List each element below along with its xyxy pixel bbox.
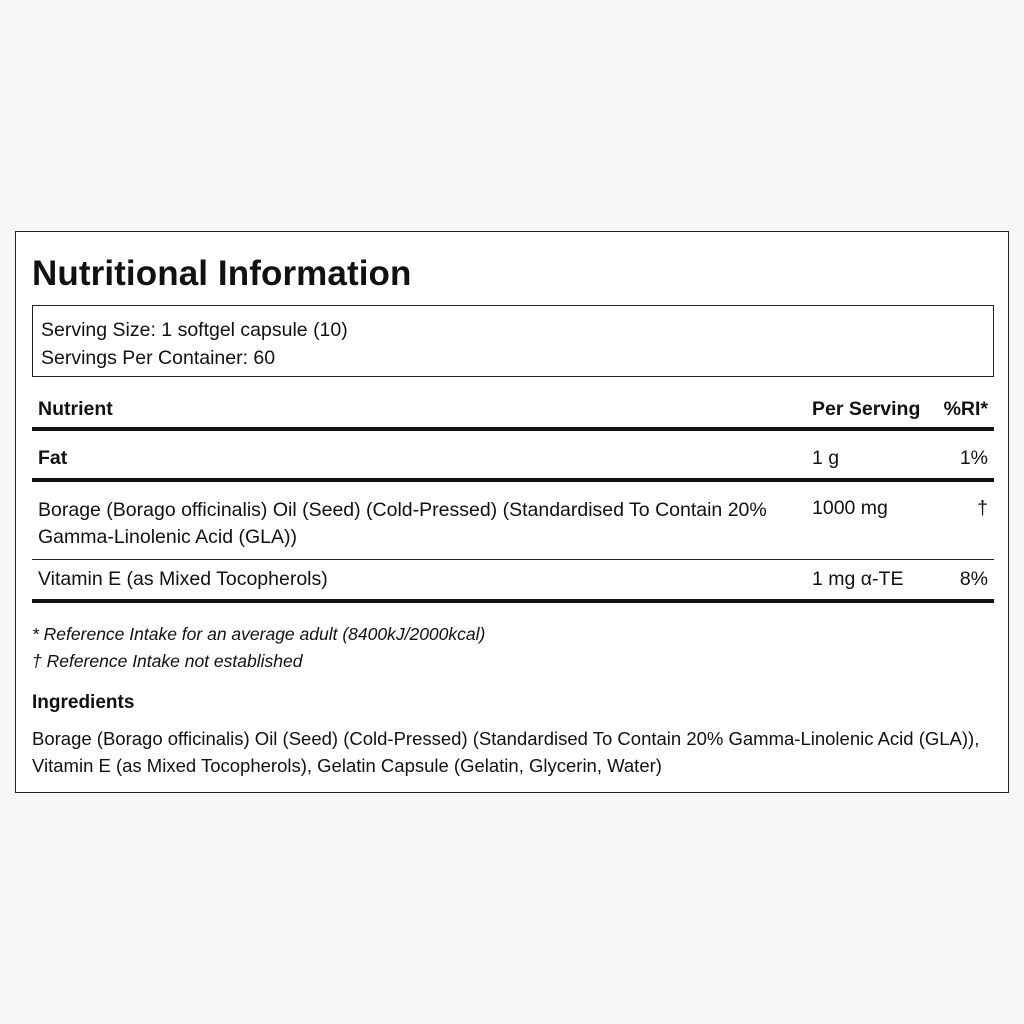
ingredients-heading: Ingredients xyxy=(32,692,135,713)
panel-title: Nutritional Information xyxy=(32,254,412,293)
nutrient-amount: 1 mg α-TE xyxy=(812,568,904,590)
table-row xyxy=(32,482,994,560)
table-row xyxy=(32,431,994,482)
ingredients-text: Borage (Borago officinalis) Oil (Seed) (Cold-Pressed) (Standardised To Contain 20% Gamma-Linolenic Acid (GLA)), Vitamin E (as Mixed Tocopherols), Gelatin Capsule (Gelatin, Glycerin, Water) xyxy=(32,728,980,776)
nutrient-ri: † xyxy=(977,497,988,519)
nutrient-amount: 1000 mg xyxy=(812,497,888,519)
table-row xyxy=(32,560,994,603)
serving-info-box xyxy=(32,305,994,377)
header-per-serving: Per Serving xyxy=(812,398,921,420)
nutrient-ri: 8% xyxy=(959,568,988,590)
table-header-row xyxy=(32,385,994,431)
servings-per-container: Servings Per Container: 60 xyxy=(41,347,276,369)
footnotes xyxy=(32,621,485,675)
footnote-reference-intake: * Reference Intake for an average adult (8400kJ/2000kcal) xyxy=(32,624,486,644)
header-ri: %RI* xyxy=(943,398,988,420)
nutrient-name: Borage (Borago officinalis) Oil (Seed) (Cold-Pressed) (Standardised To Contain 20% Gamma-Linolenic Acid (GLA)) xyxy=(38,499,767,548)
nutrient-amount: 1 g xyxy=(812,447,840,469)
serving-size: Serving Size: 1 softgel capsule (10) xyxy=(41,319,348,341)
header-nutrient: Nutrient xyxy=(38,398,113,420)
footnote-not-established: † Reference Intake not established xyxy=(32,651,303,671)
nutrient-name: Vitamin E (as Mixed Tocopherols) xyxy=(38,568,328,590)
nutrient-table xyxy=(32,385,994,603)
nutrition-panel xyxy=(15,231,1009,793)
nutrient-name: Fat xyxy=(38,447,68,469)
nutrient-ri: 1% xyxy=(959,447,988,469)
